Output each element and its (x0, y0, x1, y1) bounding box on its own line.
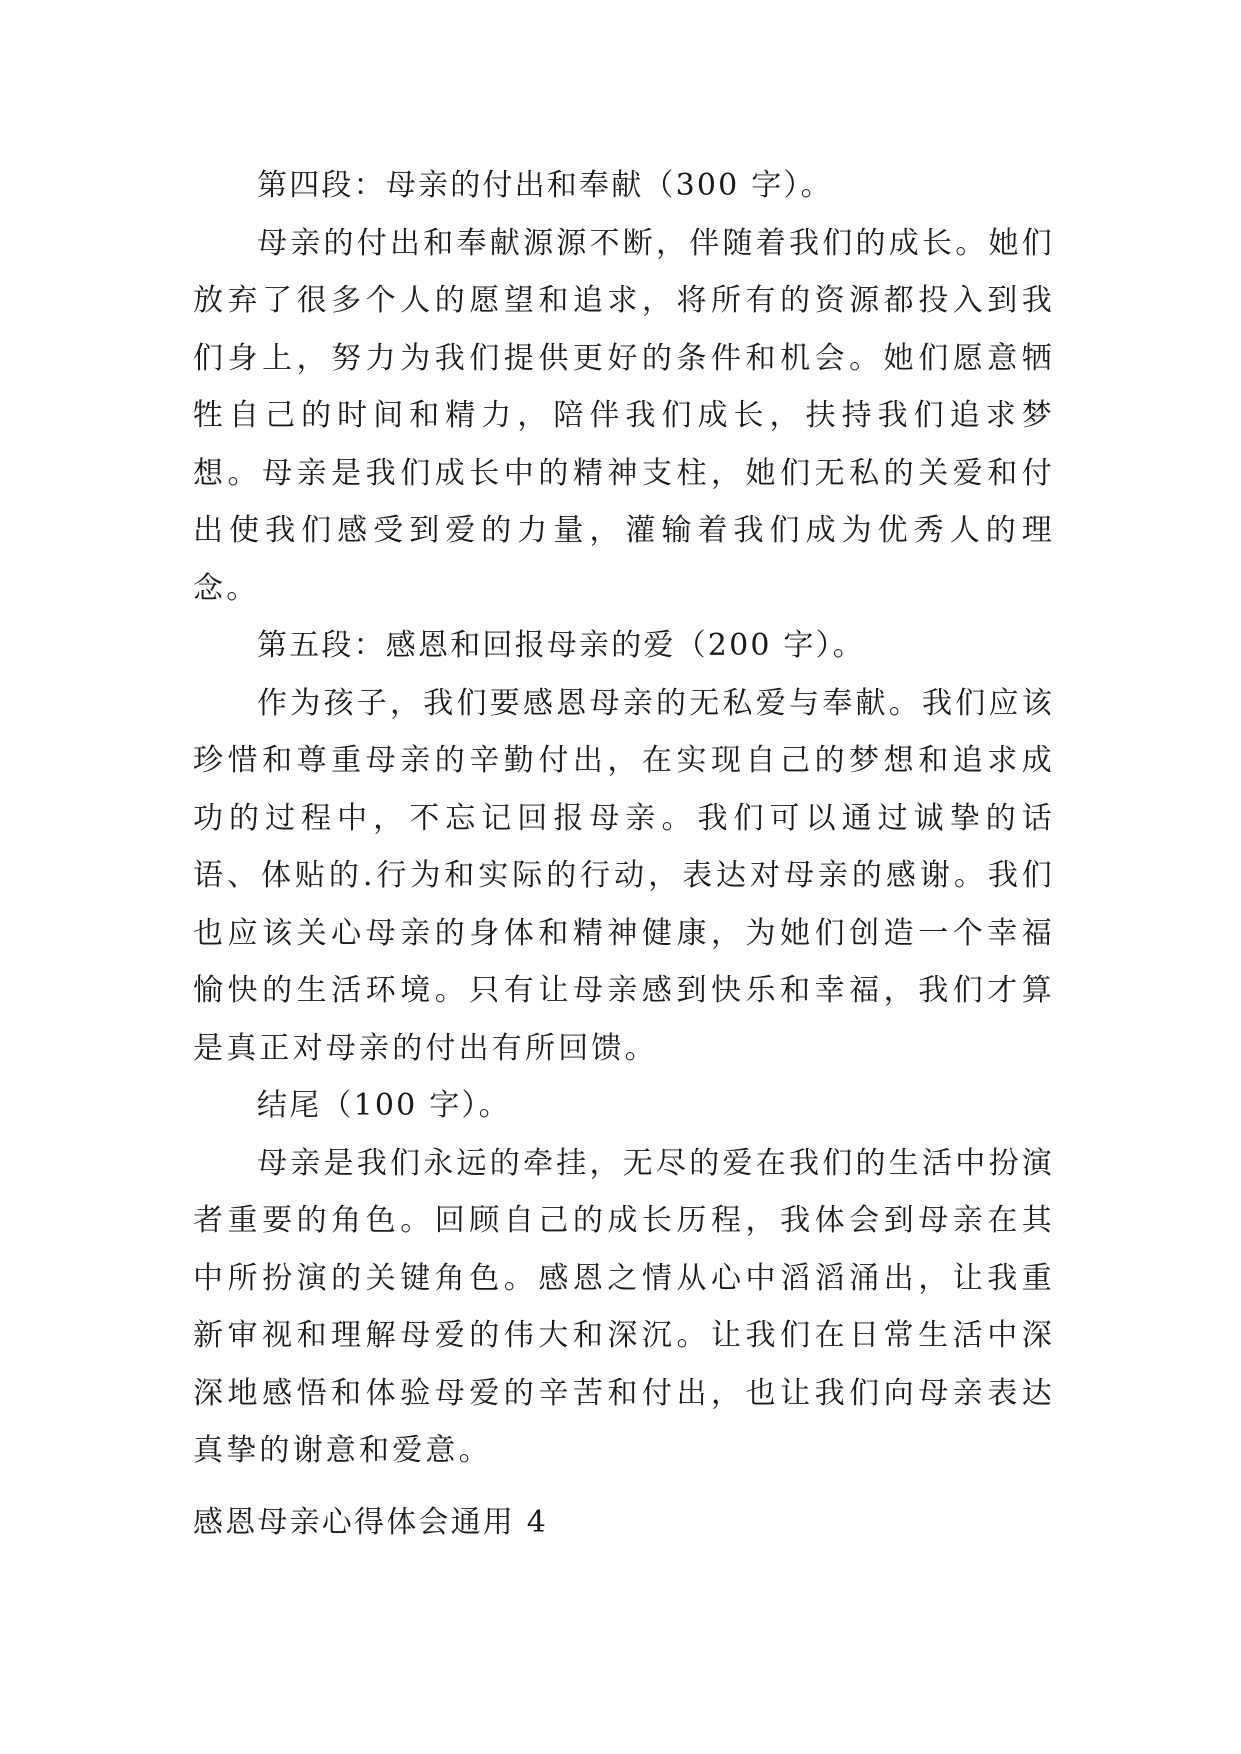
conclusion-heading: 结尾（100 字）。 (257, 1088, 511, 1123)
document-body (193, 157, 1055, 1480)
paragraph-5-body: 作为孩子，我们要感恩母亲的无私爱与奉献。我们应该珍惜和尊重母亲的辛勤付出，在实现自己的梦想和追求成功的过程中，不忘记回报母亲。我们可以通过诚挚的话语、体贴的.行为和实际的行动，表达对母亲的感谢。我们也应该关心母亲的身体和精神健康，为她们创造一个幸福愉快的生活环境。只有让母亲感到快乐和幸福，我们才算是真正对母亲的付出有所回馈。 (193, 685, 1055, 1066)
section-title: 感恩母亲心得体会通用 4 (193, 1505, 549, 1540)
paragraph-5-heading: 第五段：感恩和回报母亲的爱（200 字）。 (257, 628, 865, 663)
paragraph-4-heading: 第四段：母亲的付出和奉献（300 字）。 (257, 168, 833, 203)
paragraph-4-body: 母亲的付出和奉献源源不断，伴随着我们的成长。她们放弃了很多个人的愿望和追求，将所有的资源都投入到我们身上，努力为我们提供更好的条件和机会。她们愿意牺牲自己的时间和精力，陪伴我们成长，扶持我们追求梦想。母亲是我们成长中的精神支柱，她们无私的关爱和付出使我们感受到爱的力量，灌输着我们成为优秀人的理念。 (193, 225, 1055, 606)
conclusion-body: 母亲是我们永远的牵挂，无尽的爱在我们的生活中扮演者重要的角色。回顾自己的成长历程，我体会到母亲在其中所扮演的关键角色。感恩之情从心中滔滔涌出，让我重新审视和理解母爱的伟大和深沉。让我们在日常生活中深深地感悟和体验母爱的辛苦和付出，也让我们向母亲表达真挚的谢意和爱意。 (193, 1145, 1055, 1468)
